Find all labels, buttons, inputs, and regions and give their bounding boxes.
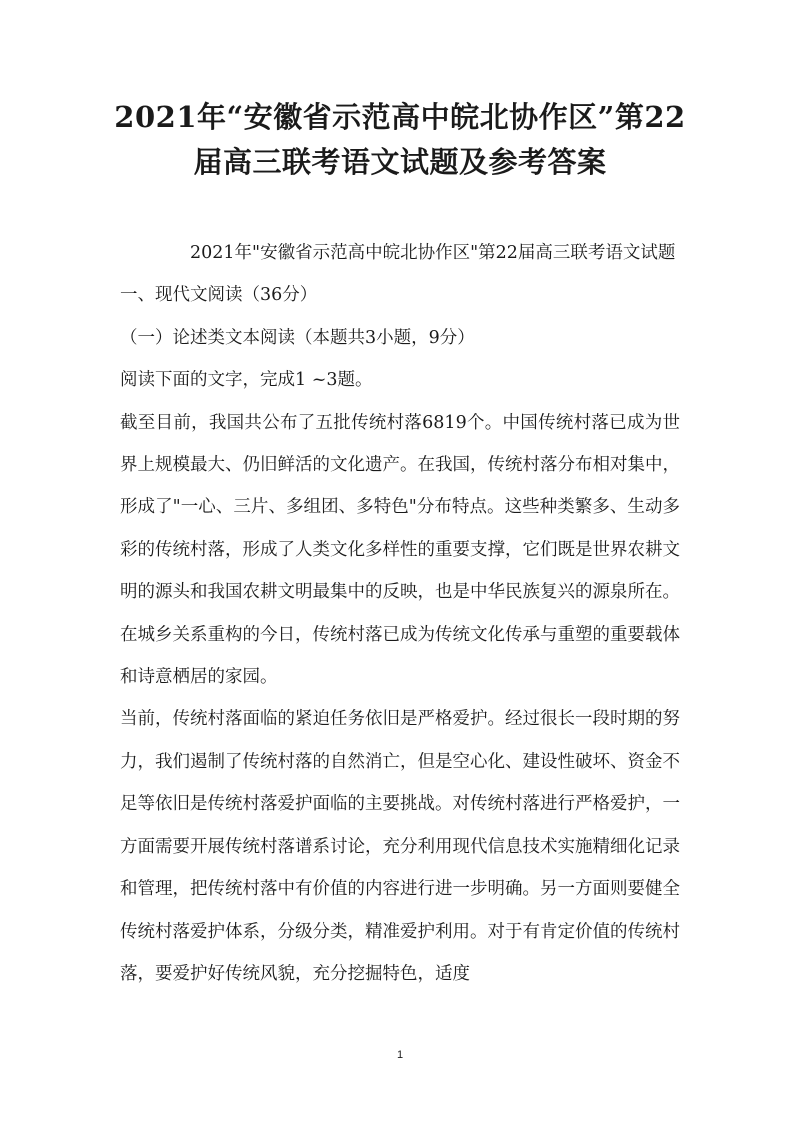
- body-paragraph: 当前，传统村落面临的紧迫任务依旧是严格爱护。经过很长一段时期的努力，我们遏制了传统村落的自然消亡，但是空心化、建设性破坏、资金不足等依旧是传统村落爱护面临的主要挑战。对传统村落进行严格爱护，一方面需要开展传统村落谱系讨论，充分利用现代信息技术实施精细化记录和管理，把传统村落中有价值的内容进行进一步明确。另一方面则要健全传统村落爱护体系，分级分类，精准爱护利用。对于有肯定价值的传统村落，要爱护好传统风貌，充分挖掘特色，适度: [120, 709, 680, 984]
- subsection-heading: （一）论述类文本阅读（本题共3小题，9分）: [120, 327, 475, 348]
- subtitle-paragraph: 2021年"安徽省示范高中皖北协作区"第22届高三联考语文试题: [190, 243, 676, 263]
- instruction-text: 阅读下面的文字，完成1 ~3题。: [120, 370, 373, 391]
- document-body: [120, 232, 680, 995]
- body-paragraph: 截至目前，我国共公布了五批传统村落6819个。中国传统村落已成为世界上规模最大、仍旧鲜活的文化遗产。在我国，传统村落分布相对集中，形成了"一心、三片、多组团、多特色"分布特点。这些种类繁多、生动多彩的传统村落，形成了人类文化多样性的重要支撑，它们既是世界农耕文明的源头和我国农耕文明最集中的反映，也是中华民族复兴的源泉所在。在城乡关系重构的今日，传统村落已成为传统文化传承与重塑的重要载体和诗意栖居的家园。: [120, 412, 680, 688]
- document-title: 2021年“安徽省示范高中皖北协作区”第22届高三联考语文试题及参考答案: [114, 100, 686, 179]
- page-number: 1: [396, 1049, 404, 1061]
- section-heading: 一、现代文阅读（36分）: [120, 285, 318, 306]
